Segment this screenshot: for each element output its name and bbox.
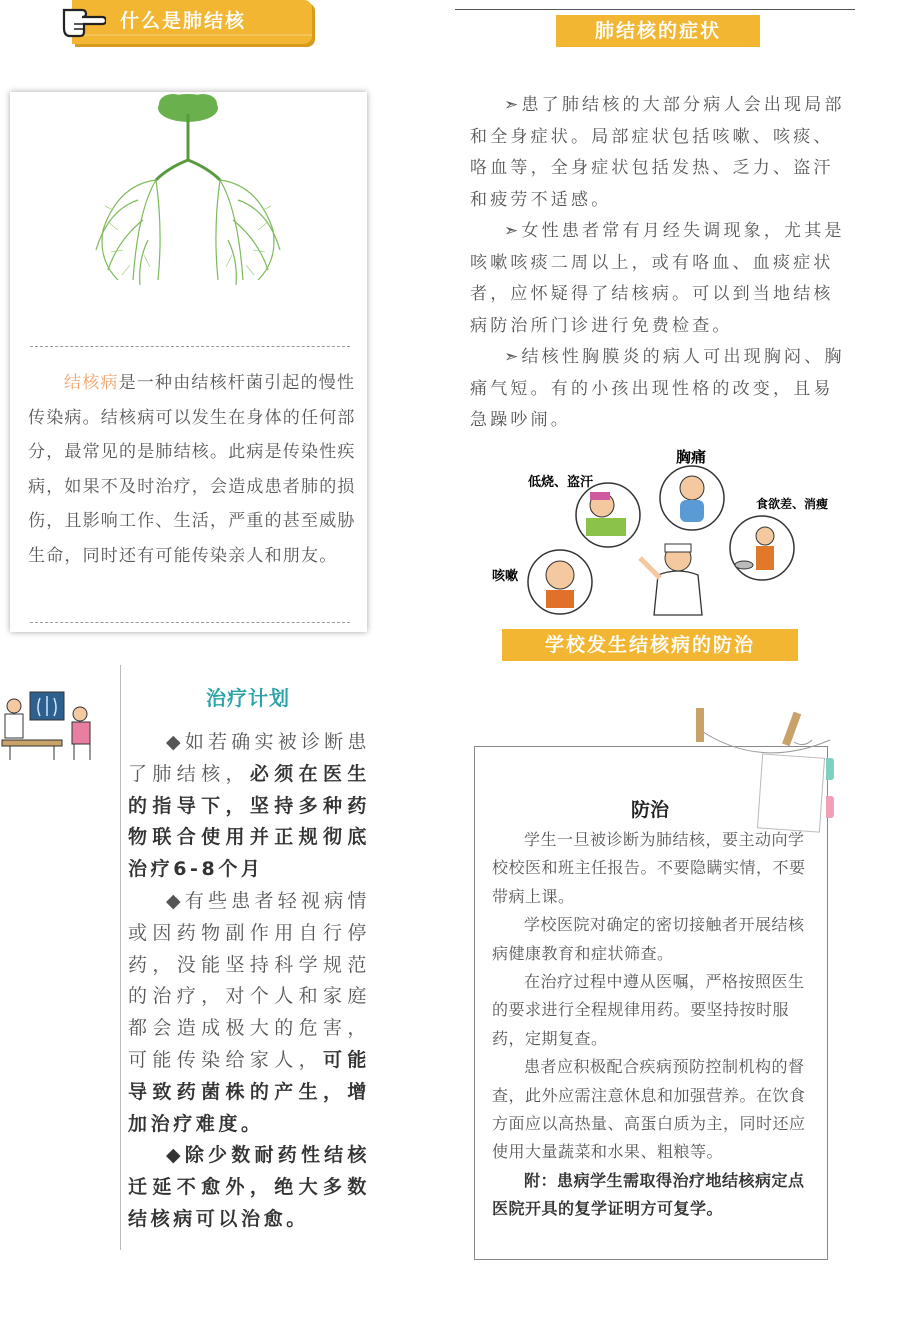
treatment-text — [128, 727, 370, 1236]
symptom-paragraph: ➣患了肺结核的大部分病人会出现局部和全身症状。局部症状包括咳嗽、咳痰、咯血等，全身症状包括发热、乏力、盗汗和疲劳不适感。 — [470, 95, 845, 210]
label-cough: 咳嗽 — [492, 569, 519, 584]
prevention-paragraph: 患者应积极配合疾病预防控制机构的督查，此外应需注意休息和加强营养。在饮食方面应以高热量、高蛋白质为主，同时还应使用大量蔬菜和水果、粗粮等。 — [492, 1057, 806, 1162]
school-prevention-title: 学校发生结核病的防治 — [502, 629, 798, 661]
prevention-title: 防治 — [630, 799, 669, 821]
prevention-paragraph: 在治疗过程中遵从医嘱，严格按照医生的要求进行全程规律用药。要坚持按时服药，定期复查。 — [492, 972, 805, 1048]
intro-paragraph — [28, 366, 358, 574]
label-fever: 低烧、盗汗 — [528, 475, 594, 490]
divider-bottom — [30, 622, 350, 623]
symptoms-illustration — [490, 440, 830, 630]
treatment-title: 治疗计划 — [206, 686, 290, 710]
symptom-paragraph: ➣女性患者常有月经失调现象，尤其是咳嗽咳痰二周以上，或有咯血、血痰症状者，应怀疑得了结核病。可以到当地结核病防治所门诊进行免费检查。 — [470, 221, 845, 336]
doctor-xray-icon — [0, 684, 100, 764]
pointing-hand-icon — [60, 0, 106, 38]
label-chest-pain: 胸痛 — [676, 448, 707, 466]
lung-tree-icon — [78, 90, 298, 290]
symptoms-title: 肺结核的症状 — [556, 15, 760, 47]
prevention-note — [492, 1167, 814, 1224]
treatment-p1-bold: 必须在医生的指导下，坚持多种药物联合使用并正规彻底治疗6-8个月 — [128, 762, 370, 881]
treatment-paragraph-1 — [128, 727, 370, 886]
treatment-p3-bold: ◆除少数耐药性结核迁延不愈外，绝大多数结核病可以治愈。 — [128, 1144, 370, 1230]
symptoms-text — [470, 90, 845, 437]
treatment-divider — [120, 665, 121, 1250]
label-appetite: 食欲差、消瘦 — [756, 497, 829, 511]
intro-body: 是一种由结核杆菌引起的慢性传染病。结核病可以发生在身体的任何部分，最常见的是肺结核。此病是传染性疾病，如果不及时治疗，会造成患者肺的损伤，且影响工作、生活，严重的甚至威胁生命，同时还有可能传染亲人和朋友。 — [28, 373, 356, 566]
prevention-note-text: 附：患病学生需取得治疗地结核病定点医院开具的复学证明方可复学。 — [492, 1170, 805, 1219]
top-rule — [455, 9, 855, 10]
what-is-tb-title: 什么是肺结核 — [120, 10, 247, 32]
prevention-paragraph: 学校医院对确定的密切接触者开展结核病健康教育和症状筛查。 — [492, 915, 805, 963]
what-is-tb-banner — [72, 0, 312, 44]
treatment-paragraph-2 — [128, 886, 370, 1140]
divider-top — [30, 346, 350, 347]
treatment-paragraph-3 — [128, 1140, 370, 1235]
prevention-text — [492, 826, 814, 1224]
prevention-paragraph: 学生一旦被诊断为肺结核，要主动向学校校医和班主任报告。不要隐瞒实情，不要带病上课。 — [492, 830, 806, 906]
treatment-p2-bold: 可能导致药菌株的产生，增加治疗难度。 — [128, 1048, 370, 1135]
symptom-paragraph: ➣结核性胸膜炎的病人可出现胸闷、胸痛气短。有的小孩出现性格的改变，且易急躁吵闹。 — [470, 347, 845, 430]
treatment-p1-text: ◆如若确实被诊断患了肺结核， — [128, 731, 370, 785]
treatment-p2-text: ◆有些患者轻视病情或因药物副作用自行停药，没能坚持科学规范的治疗，对个人和家庭都会造成极大的危害，可能传染给家人， — [128, 889, 370, 1071]
intro-keyword: 结核病 — [64, 373, 119, 393]
